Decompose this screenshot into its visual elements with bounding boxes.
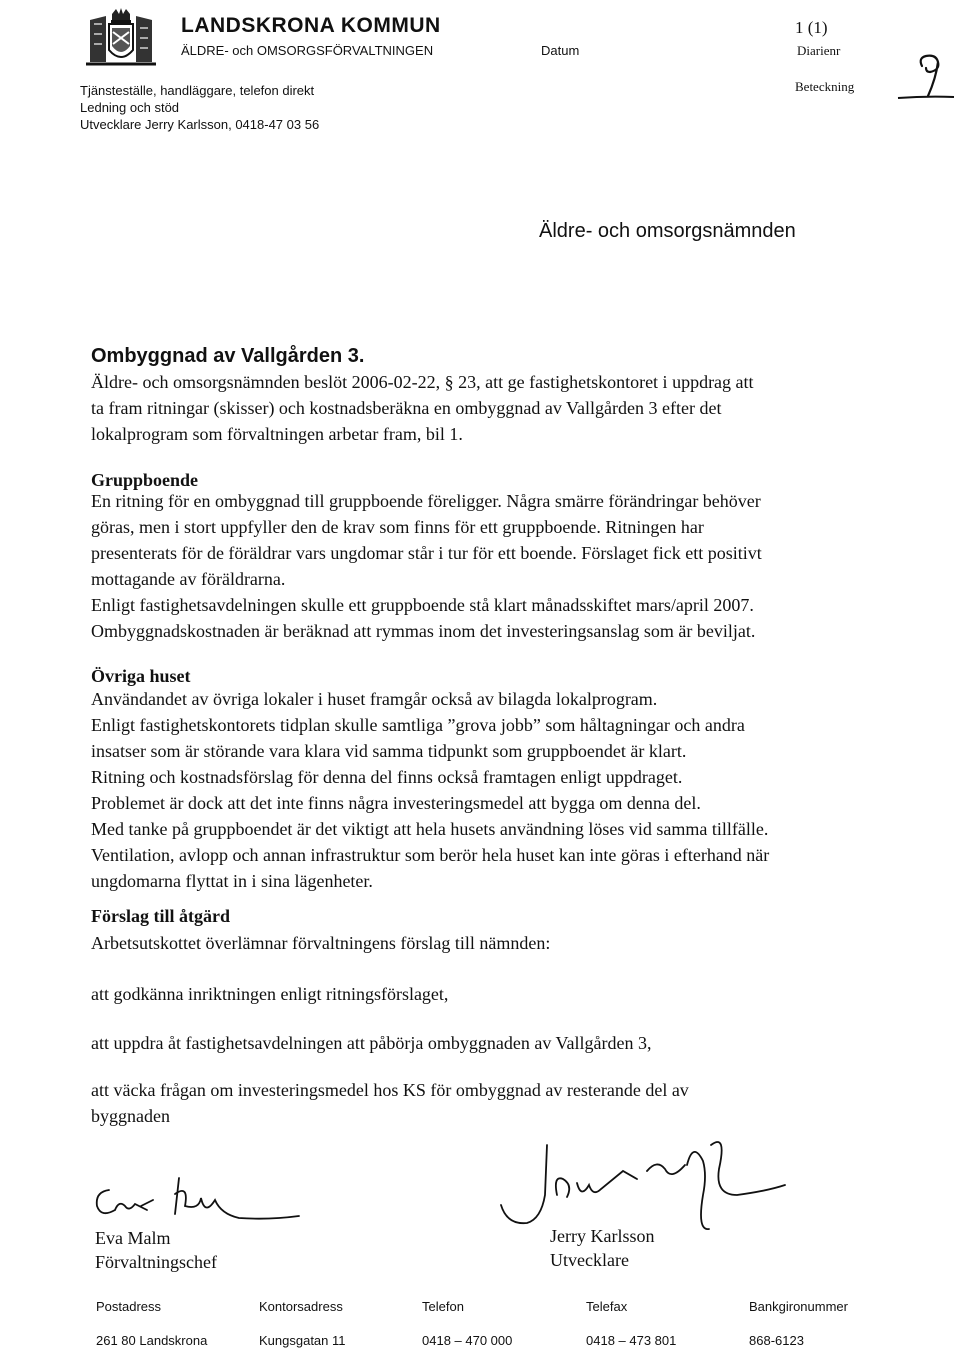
text-line: lokalprogram som förvaltningen arbetar fram, bil 1. bbox=[91, 424, 463, 444]
section-heading-gruppboende: Gruppboende bbox=[91, 470, 199, 490]
proposal-item bbox=[91, 1077, 911, 1129]
proposal-item bbox=[91, 1030, 911, 1056]
section-heading-forslag: Förslag till åtgärd bbox=[91, 906, 230, 926]
text-line: Med tanke på gruppboendet är det viktigt att hela husets användning löses vid samma tillfälle. bbox=[91, 819, 769, 839]
contact-line: Tjänsteställe, handläggare, telefon direkt bbox=[80, 83, 315, 98]
organization-name: LANDSKRONA KOMMUN bbox=[181, 14, 441, 37]
contact-line: Utvecklare Jerry Karlsson, 0418-47 03 56 bbox=[80, 117, 320, 132]
text-line: att godkänna inriktningen enligt ritningsförslaget, bbox=[91, 984, 449, 1004]
page-number: 1 (1) bbox=[795, 18, 828, 37]
text-line: ungdomarna flyttat in i sina lägenheter. bbox=[91, 871, 373, 891]
footer-label-telefon: Telefon bbox=[422, 1299, 464, 1314]
reference-label: Beteckning bbox=[795, 79, 855, 94]
signer-title: Utvecklare bbox=[550, 1250, 629, 1270]
handwritten-signature-left bbox=[89, 1170, 304, 1230]
handwritten-number-mark bbox=[896, 52, 956, 108]
section-body-ovriga-huset bbox=[91, 686, 911, 894]
section-body-gruppboende bbox=[91, 488, 911, 644]
text-line: insatser som är störande vara klara vid samma tidpunkt som gruppboendet är klart. bbox=[91, 741, 687, 761]
text-line: ta fram ritningar (skisser) och kostnadsberäkna en ombyggnad av Vallgården 3 efter det bbox=[91, 398, 722, 418]
text-line: att väcka frågan om investeringsmedel hos KS för ombyggnad av resterande del av bbox=[91, 1080, 689, 1100]
contact-line: Ledning och stöd bbox=[80, 100, 180, 115]
text-line: Arbetsutskottet överlämnar förvaltningens förslag till nämnden: bbox=[91, 933, 551, 953]
signer-name: Eva Malm bbox=[95, 1228, 171, 1248]
text-line: En ritning för en ombyggnad till gruppboende föreligger. Några smärre förändringar behöver bbox=[91, 491, 761, 511]
text-line: Äldre- och omsorgsnämnden beslöt 2006-02-22, § 23, att ge fastighetskontoret i uppdrag att bbox=[91, 372, 754, 392]
footer-value-telefon: 0418 – 470 000 bbox=[422, 1333, 513, 1348]
footer-label-postadress: Postadress bbox=[96, 1299, 162, 1314]
footer-value-telefax: 0418 – 473 801 bbox=[586, 1333, 677, 1348]
date-label: Datum bbox=[541, 43, 580, 58]
footer-value-postadress: 261 80 Landskrona bbox=[96, 1333, 208, 1348]
text-line: presenterats för de föräldrar vars ungdomar står i tur för ett boende. Förslaget fick ett positivt bbox=[91, 543, 762, 563]
text-line: mottagande av föräldrarna. bbox=[91, 569, 286, 589]
text-line: Enligt fastighetskontorets tidplan skulle samtliga ”grova jobb” som håltagningar och andra bbox=[91, 715, 745, 735]
text-line: att uppdra åt fastighetsavdelningen att påbörja ombyggnaden av Vallgården 3, bbox=[91, 1033, 652, 1053]
footer-label-kontorsadress: Kontorsadress bbox=[259, 1299, 343, 1314]
diary-number-label: Diarienr bbox=[797, 43, 841, 58]
footer-value-kontorsadress: Kungsgatan 11 bbox=[259, 1333, 346, 1348]
municipal-coat-of-arms-logo bbox=[82, 6, 160, 68]
text-line: Enligt fastighetsavdelningen skulle ett gruppboende stå klart månadsskiftet mars/april 2007. bbox=[91, 595, 754, 615]
text-line: Ombyggnadskostnaden är beräknad att rymmas inom det investeringsanslag som är beviljat. bbox=[91, 621, 756, 641]
contact-block bbox=[80, 82, 319, 133]
text-line: Problemet är dock att det inte finns några investeringsmedel att bygga om denna del. bbox=[91, 793, 701, 813]
text-line: byggnaden bbox=[91, 1106, 170, 1126]
signer-title: Förvaltningschef bbox=[95, 1252, 217, 1272]
footer-value-bankgiro: 868-6123 bbox=[749, 1333, 804, 1348]
proposal-item bbox=[91, 981, 911, 1007]
footer-label-telefax: Telefax bbox=[586, 1299, 628, 1314]
footer-label-bankgiro: Bankgironummer bbox=[749, 1299, 848, 1314]
section-intro-forslag bbox=[91, 930, 911, 956]
document-title: Ombyggnad av Vallgården 3. bbox=[91, 345, 365, 367]
text-line: göras, men i stort uppfyller den de krav som finns för ett gruppboende. Ritningen har bbox=[91, 517, 704, 537]
text-line: Användandet av övriga lokaler i huset framgår också av bilagda lokalprogram. bbox=[91, 689, 658, 709]
section-heading-ovriga-huset: Övriga huset bbox=[91, 666, 191, 686]
signer-right bbox=[550, 1224, 654, 1272]
recipient: Äldre- och omsorgsnämnden bbox=[539, 220, 796, 242]
text-line: Ritning och kostnadsförslag för denna del finns också framtagen enligt uppdraget. bbox=[91, 767, 683, 787]
intro-paragraph bbox=[91, 369, 911, 447]
signer-left bbox=[95, 1226, 217, 1274]
department-name: ÄLDRE- och OMSORGSFÖRVALTNINGEN bbox=[181, 43, 434, 58]
text-line: Ventilation, avlopp och annan infrastruktur som berör hela huset kan inte göras i efterhand när bbox=[91, 845, 770, 865]
signer-name: Jerry Karlsson bbox=[550, 1226, 655, 1246]
